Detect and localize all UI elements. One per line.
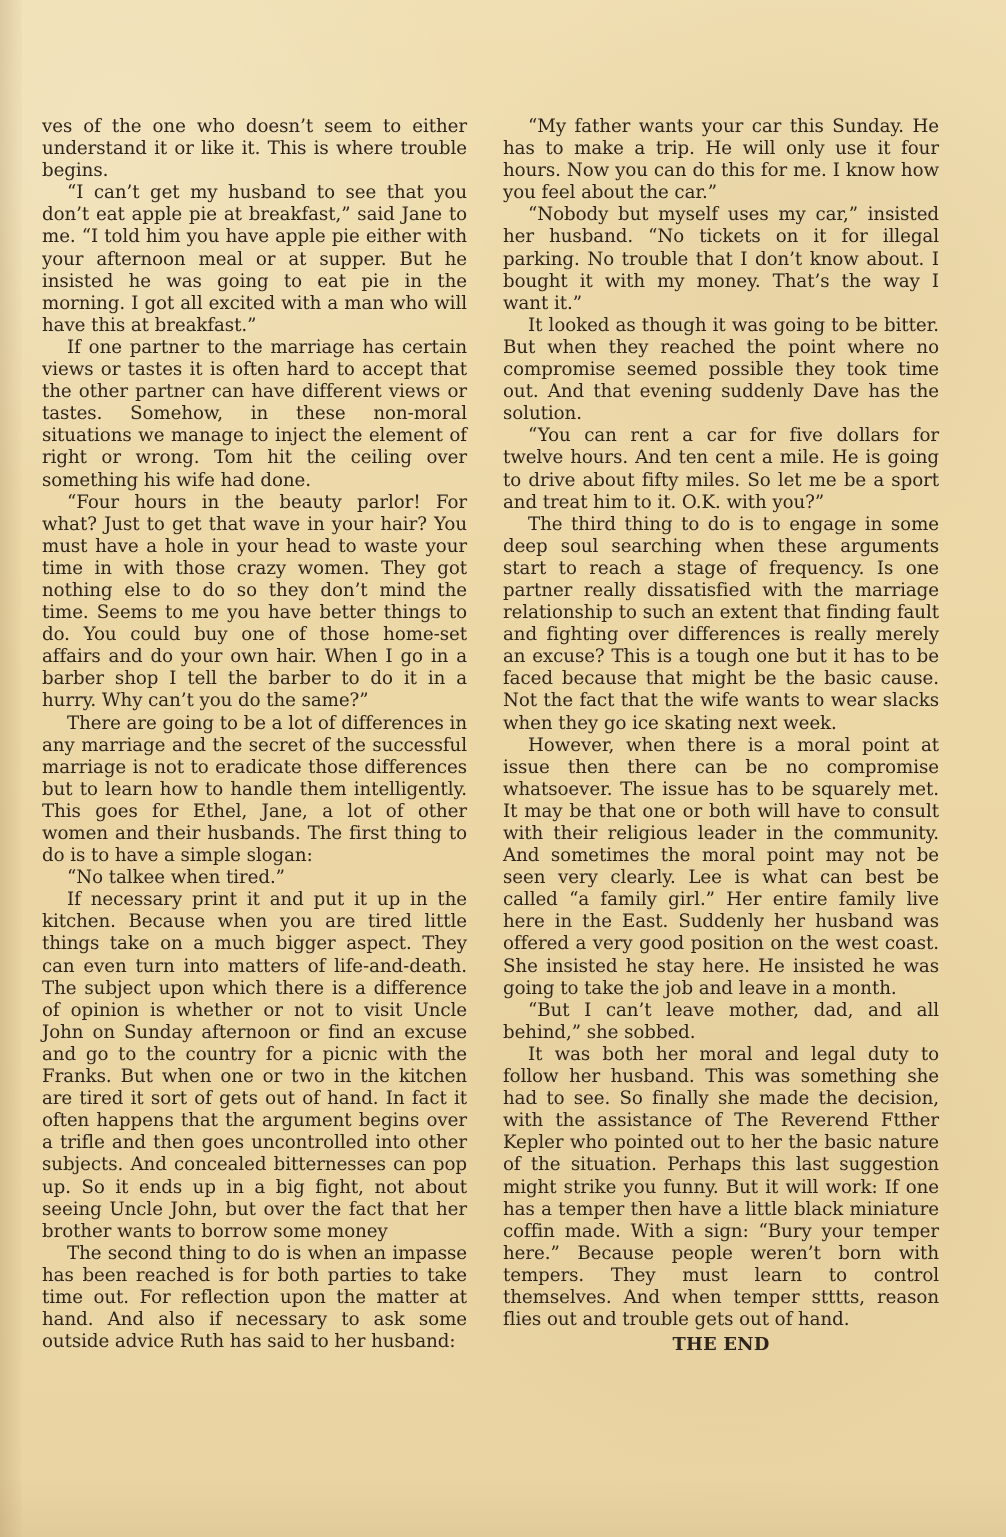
right-text-column	[503, 116, 939, 1356]
left-paragraph-6: “No talkee when tired.”	[67, 867, 285, 889]
left-paragraph-8: The second thing to do is when an impasse has been reached is for both parties to take time out. For reflection upon the matter at hand. And also if necessary to ask some outside advice Ruth has said to her husband:	[42, 1242, 467, 1353]
article-end-marker: THE END	[672, 1334, 770, 1356]
left-paragraph-5: There are going to be a lot of differences in any marriage and the secret of the successful marriage is not to eradicate those differences but to learn how to handle them intelligently. This goes for Ethel, Jane, a lot of other women and their husbands. The first thing to do is to have a simple slogan:	[42, 712, 467, 867]
right-paragraph-6: However, when there is a moral point at issue then there can be no compromise whatsoever. The issue has to be squarely met. It may be that one or both will have to consult with their religious leader in the community. And sometimes the moral point may not be seen very clearly. Lee is what can best be called “a family girl.” Her entire family live here in the East. Suddenly her husband was offered a very good position on the west coast. She insisted he stay here. He insisted he was going to take the job and leave in a month.	[503, 734, 939, 999]
left-paragraph-4: “Four hours in the beauty parlor! For what? Just to get that wave in your hair? You must have a hole in your head to waste your time in with those crazy women. They got nothing else to do so they don’t mind the time. Seems to me you have better things to do. You could buy one of those home-set affairs and do your own hair. When I go in a barber shop I tell the barber to do it in a hurry. Why can’t you do the same?”	[42, 491, 467, 712]
right-paragraph-2: “Nobody but myself uses my car,” insisted her husband. “No tickets on it for illegal parking. No trouble that I don’t know about. I bought it with my money. That’s the way I want it.”	[503, 204, 939, 314]
page-gutter-shadow	[0, 0, 22, 1537]
right-paragraph-7: “But I can’t leave mother, dad, and all behind,” she sobbed.	[503, 999, 939, 1043]
left-paragraph-3: If one partner to the marriage has certain views or tastes it is often hard to accept that the other partner can have different views or tastes. Somehow, in these non-moral situations we manage to inject the element of right or wrong. Tom hit the ceiling over something his wife had done.	[42, 336, 467, 491]
right-paragraph-1: “My father wants your car this Sunday. He has to make a trip. He will only use it four hours. Now you can do this for me. I know how you feel about the car.”	[503, 116, 939, 204]
left-paragraph-7: If necessary print it and put it up in the kitchen. Because when you are tired little things take on a much bigger aspect. They can even turn into matters of life-and-death. The subject upon which there is a difference of opinion is whether or not to visit Uncle John on Sunday afternoon or find an excuse and go to the country for a picnic with the Franks. But when one or two in the kitchen are tired it sort of gets out of hand. In fact it often happens that the argument begins over a trifle and then goes uncontrolled into other subjects. And concealed bitternesses can pop up. So it ends up in a big fight, not about seeing Uncle John, but over the fact that her brother wants to borrow some money	[42, 889, 467, 1242]
left-paragraph-2: “I can’t get my husband to see that you don’t eat apple pie at breakfast,” said Jane to me. “I told him you have apple pie either with your afternoon meal or at supper. But he insisted he was going to eat pie in the morning. I got all excited with a man who will have this at breakfast.”	[42, 182, 467, 336]
left-text-column	[42, 116, 467, 1353]
right-paragraph-8: It was both her moral and legal duty to follow her husband. This was something she had to see. So finally she made the decision, with the assistance of The Reverend Ftther Kepler who pointed out to her the basic nature of the situation. Perhaps this last suggestion might strike you funny. But it will work: If one has a temper then have a little black miniature coffin made. With a sign: “Bury your temper here.” Because people weren’t born with tempers. They must learn to control themselves. And when temper stttts, reason flies out and trouble gets out of hand.	[503, 1043, 939, 1331]
bottom-page-wear	[0, 1477, 1006, 1537]
right-paragraph-3: It looked as though it was going to be bitter. But when they reached the point where no compromise seemed possible they took time out. And that evening suddenly Dave has the solution.	[503, 314, 939, 425]
right-paragraph-5: The third thing to do is to engage in some deep soul searching when these arguments start to reach a stage of frequency. Is one partner really dissatisfied with the marriage relationship to such an extent that finding fault and fighting over differences is really merely an excuse? This is a tough one but it has to be faced because that might be the basic cause. Not the fact that the wife wants to wear slacks when they go ice skating next week.	[503, 513, 939, 734]
left-paragraph-1: ves of the one who doesn’t seem to either understand it or like it. This is where trouble begins.	[42, 116, 467, 182]
right-paragraph-4: “You can rent a car for five dollars for twelve hours. And ten cent a mile. He is going to drive about fifty miles. So let me be a sport and treat him to it. O.K. with you?”	[503, 425, 939, 513]
